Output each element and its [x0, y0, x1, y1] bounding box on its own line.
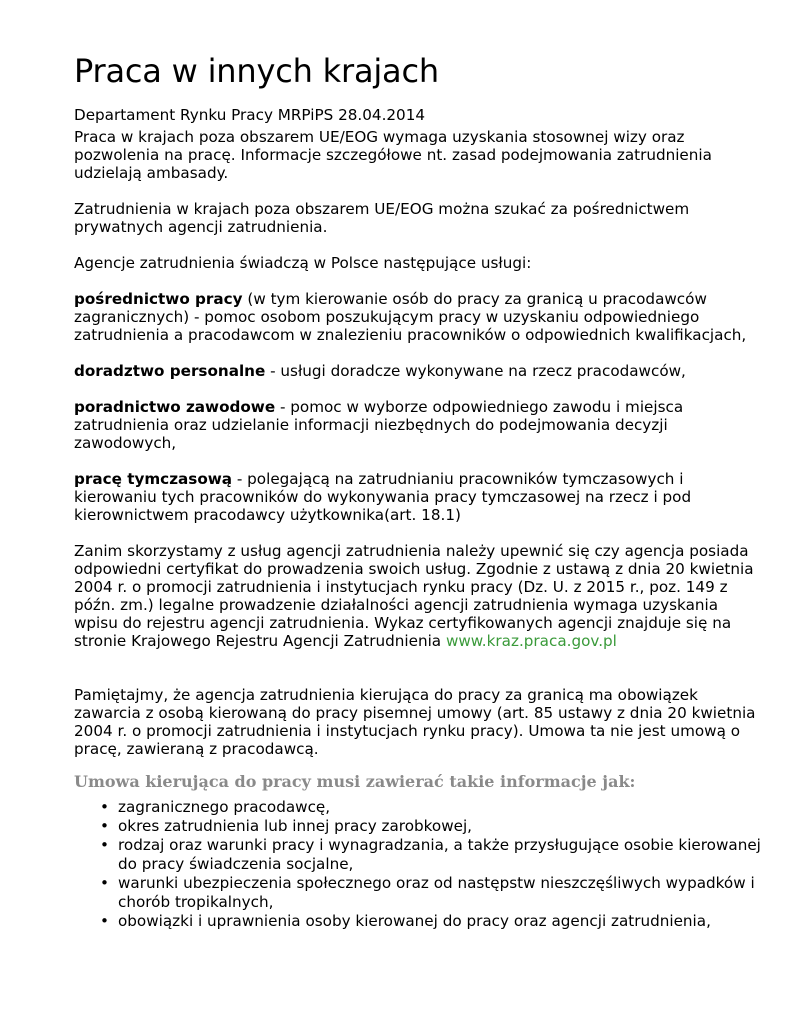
service-item — [74, 362, 764, 380]
service-desc: - usługi doradcze wykonywane na rzecz pracodawców, — [265, 362, 686, 380]
paragraph-agencies: Zatrudnienia w krajach poza obszarem UE/EOG można szukać za pośrednictwem prywatnych agencji zatrudnienia. — [74, 200, 690, 236]
contract-heading: Umowa kierująca do pracy musi zawierać takie informacje jak: — [74, 772, 636, 791]
list-item: • rodzaj oraz warunki pracy i wynagradzania, a także przysługujące osobie kierowanej do pracy świadczenia socjalne, — [100, 836, 761, 873]
bullet-icon: • — [100, 836, 109, 854]
paragraph-agency-check — [74, 542, 764, 650]
document-subtitle: Departament Rynku Pracy MRPiPS 28.04.2014 — [74, 106, 426, 124]
document-page — [74, 52, 764, 931]
bullet-icon: • — [100, 817, 109, 835]
service-term: pracę tymczasową — [74, 470, 233, 488]
agency-check-text: Zanim skorzystamy z usług agencji zatrudnienia należy upewnić się czy agencja posiada odpowiedni certyfikat do prowadzenia swoich usług. Zgodnie z ustawą z dnia 20 kwietnia 2004 r. o promocji zatrudnienia i instytucjach rynku pracy (Dz. U. z 2015 r., poz. 149 z późn. zm.) legalne prowadzenie działalności agencji zatrudnienia wymaga uzyskania wpisu do rejestru agencji zatrudnienia. Wykaz certyfikowanych agencji znajduje się na stronie Krajowego Rejestru Agencji Zatrudnienia — [74, 542, 754, 650]
bullet-icon: • — [100, 798, 109, 816]
list-item: • obowiązki i uprawnienia osoby kierowanej do pracy oraz agencji zatrudnienia, — [100, 912, 711, 930]
list-item: • zagranicznego pracodawcę, — [100, 798, 331, 816]
service-desc: - polegającą na zatrudnianiu pracowników tymczasowych i kierowaniu tych pracowników do wykonywania pracy tymczasowej na rzecz i pod kierownictwem pracodawcy użytkownika(art. 18.1) — [74, 470, 692, 524]
service-term: pośrednictwo pracy — [74, 290, 243, 308]
paragraph-contract-note: Pamiętajmy, że agencja zatrudnienia kierująca do pracy za granicą ma obowiązek zawarcia z osobą kierowaną do pracy pisemnej umowy (art. 85 ustawy z dnia 20 kwietnia 2004 r. o promocji zatrudnienia i instytucjach rynku pracy). Umowa ta nie jest umową o pracę, zawieraną z pracodawcą. — [74, 686, 756, 758]
service-item — [74, 470, 764, 524]
list-item: • warunki ubezpieczenia społecznego oraz od następstw nieszczęśliwych wypadków i chorób tropikalnych, — [100, 874, 755, 911]
service-desc: (w tym kierowanie osób do pracy za granicą u pracodawców zagranicznych) - pomoc osobom poszukującym pracy w uzyskaniu odpowiedniego zatrudnienia a pracodawcom w znalezieniu pracowników o odpowiednich kwalifikacjach, — [74, 290, 747, 344]
service-desc: - pomoc w wyborze odpowiedniego zawodu i miejsca zatrudnienia oraz udzielanie informacji niezbędnych do podejmowania decyzji zawodowych, — [74, 398, 684, 452]
paragraph-services-intro: Agencje zatrudnienia świadczą w Polsce następujące usługi: — [74, 254, 532, 272]
contract-items-list — [74, 798, 764, 931]
service-term: doradztwo personalne — [74, 362, 266, 380]
service-item — [74, 290, 764, 344]
bullet-icon: • — [100, 912, 109, 930]
bullet-icon: • — [100, 874, 109, 892]
paragraph-visa: Praca w krajach poza obszarem UE/EOG wymaga uzyskania stosownej wizy oraz pozwolenia na pracę. Informacje szczegółowe nt. zasad podejmowania zatrudnienia udzielają ambasady. — [74, 128, 712, 182]
page-title: Praca w innych krajach — [74, 52, 439, 90]
list-item: • okres zatrudnienia lub innej pracy zarobkowej, — [100, 817, 473, 835]
service-term: poradnictwo zawodowe — [74, 398, 276, 416]
kraz-link[interactable]: www.kraz.praca.gov.pl — [445, 632, 617, 650]
service-item — [74, 398, 764, 452]
